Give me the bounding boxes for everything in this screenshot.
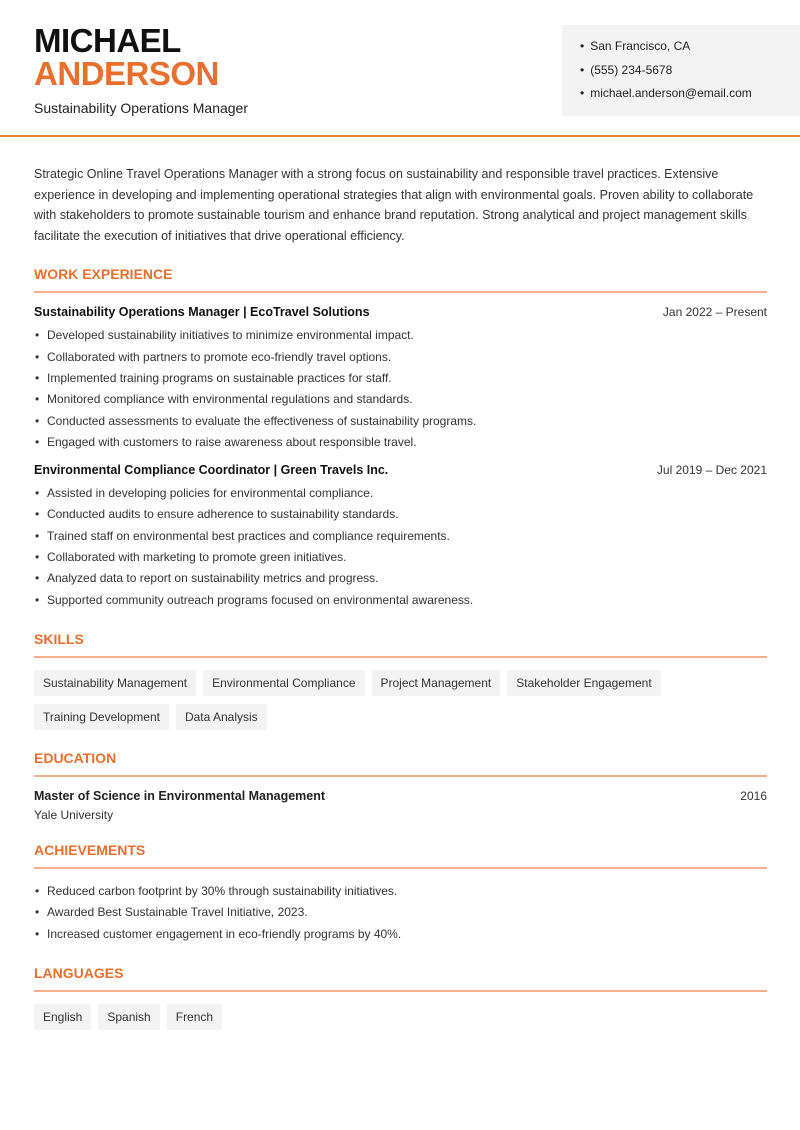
achievement-item: • Reduced carbon footprint by 30% through sustainability initiatives. — [34, 881, 767, 902]
last-name: ANDERSON — [34, 55, 219, 92]
bullet-item: • Collaborated with partners to promote eco-friendly travel options. — [34, 347, 767, 368]
job-dates: Jan 2022 – Present — [662, 305, 767, 320]
achievement-item: • Increased customer engagement in eco-friendly programs by 40%. — [34, 924, 767, 945]
bullet-item: • Conducted audits to ensure adherence to sustainability standards. — [34, 504, 767, 525]
bullet-item: • Supported community outreach programs focused on environmental awareness. — [34, 590, 767, 611]
job-header — [34, 463, 767, 477]
bullet-item: • Engaged with customers to raise awareness about responsible travel. — [34, 432, 767, 453]
achievement-item: • Awarded Best Sustainable Travel Initiative, 2023. — [34, 902, 767, 923]
language-tag: French — [167, 1004, 222, 1030]
skill-tag: Sustainability Management — [34, 670, 196, 696]
section-heading: LANGUAGES — [34, 965, 767, 992]
bullet-item: • Developed sustainability initiatives to minimize environmental impact. — [34, 325, 767, 346]
bullet-item: • Collaborated with marketing to promote green initiatives. — [34, 547, 767, 568]
phone: • (555) 234-5678 — [580, 63, 800, 87]
job-entry — [34, 305, 767, 453]
job-bullets — [34, 483, 767, 611]
summary: Strategic Online Travel Operations Manager with a strong focus on sustainability and responsible travel practices. Extensive experience in developing and implementing operational strategies that align with environmental goals. Proven ability to collaborate with stakeholders to promote sustainable tourism and enhance brand reputation. Strong analytical and project management skills facilitate the execution of initiatives that drive operational efficiency. — [34, 167, 754, 243]
skills-section — [34, 631, 767, 730]
section-heading: WORK EXPERIENCE — [34, 266, 767, 293]
graduation-year: 2016 — [740, 788, 767, 803]
job-title: Sustainability Operations Manager | EcoTravel Solutions — [34, 305, 370, 320]
skill-tag: Stakeholder Engagement — [507, 670, 660, 696]
skill-tag: Environmental Compliance — [203, 670, 364, 696]
first-name: MICHAEL — [34, 22, 181, 59]
degree: Master of Science in Environmental Management — [34, 788, 326, 803]
job-entry — [34, 463, 767, 611]
bullet-item: • Analyzed data to report on sustainability metrics and progress. — [34, 568, 767, 589]
location: • San Francisco, CA — [580, 39, 800, 63]
job-header — [34, 305, 767, 319]
skill-tag: Project Management — [372, 670, 501, 696]
job-dates: Jul 2019 – Dec 2021 — [656, 463, 767, 478]
contact-box — [562, 25, 800, 116]
language-tag: English — [34, 1004, 91, 1030]
skill-tag: Data Analysis — [176, 704, 267, 730]
resume-header — [0, 0, 800, 137]
school: Yale University — [34, 807, 114, 822]
section-heading: EDUCATION — [34, 750, 767, 777]
skill-tag: Training Development — [34, 704, 169, 730]
languages-section — [34, 965, 767, 1030]
bullet-item: • Implemented training programs on sustainable practices for staff. — [34, 368, 767, 389]
language-tag: Spanish — [98, 1004, 159, 1030]
bullet-item: • Trained staff on environmental best practices and compliance requirements. — [34, 526, 767, 547]
section-heading: SKILLS — [34, 631, 767, 658]
email: • michael.anderson@email.com — [580, 86, 800, 110]
work-experience-section — [34, 266, 767, 611]
bullet-item: • Monitored compliance with environmental regulations and standards. — [34, 389, 767, 410]
education-section — [34, 750, 767, 822]
section-heading: ACHIEVEMENTS — [34, 842, 767, 869]
job-title: Sustainability Operations Manager — [34, 100, 249, 116]
bullet-item: • Assisted in developing policies for environmental compliance. — [34, 483, 767, 504]
bullet-item: • Conducted assessments to evaluate the effectiveness of sustainability programs. — [34, 411, 767, 432]
job-bullets — [34, 325, 767, 453]
job-title: Environmental Compliance Coordinator | Green Travels Inc. — [34, 463, 389, 478]
achievements-section — [34, 842, 767, 945]
